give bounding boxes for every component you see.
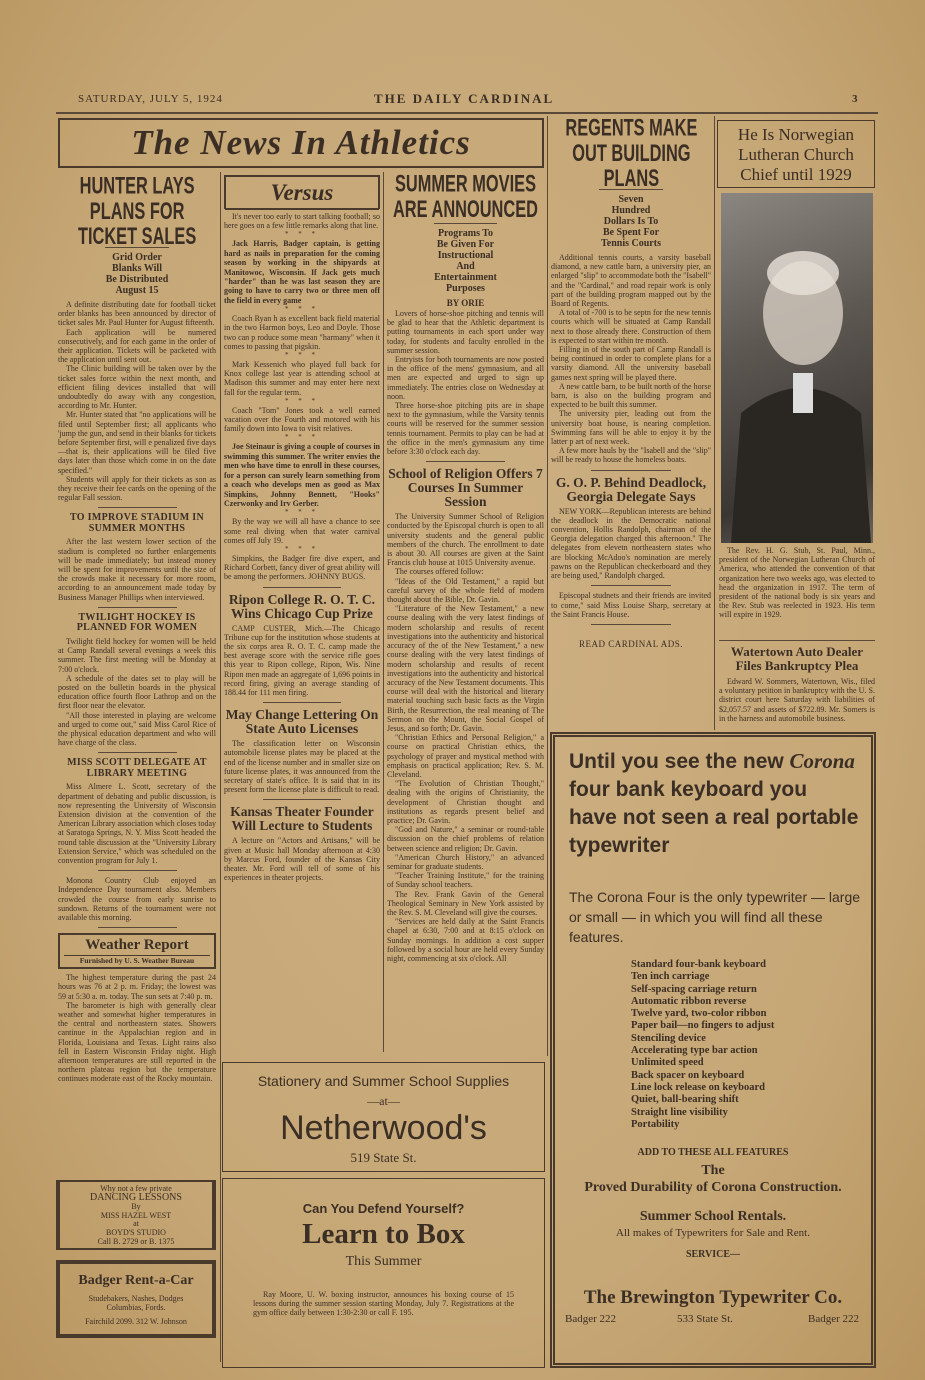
versus-title: Versus	[225, 176, 379, 210]
headline: May Change Lettering On State Auto Licenses	[225, 707, 379, 737]
paragraph: The barometer is high with generally clear weather and somewhat higher temperatures in the central and northeastern states. Showers cantinue in the Appalachian region and in Florida, Louisiana and Texas. Light rains also fell in Eastern Wisconsin Friday night. High afternoon temperatures are still reported in the northern plateau region but the temperature continues moderate east of the Rocky mountain.	[58, 1000, 216, 1084]
headline: TWILIGHT HOCKEY IS PLANNED FOR WOMEN	[76, 611, 198, 634]
section-banner	[58, 118, 544, 168]
paragraph: "Ideas of the Old Testament," a rapid but careful survey of the whole field of modern thought about the Bible, Dr. Gavin.	[387, 576, 544, 605]
paragraph: "Services are held daily at the Saint Francis chapel at 6:30, 7:00 and at 8:15 o'clock on Sunday mornings. In addition a cost supper followed by a social hour are held every Sunday night, commencing at six o'clock. All	[387, 917, 544, 963]
dancing-l5: at	[133, 1219, 139, 1228]
corona-durability: Proved Durability of Corona Construction.	[584, 1180, 842, 1195]
issue-date: SATURDAY, JULY 5, 1924	[78, 93, 223, 105]
weather-report-box	[58, 933, 216, 969]
paragraph: A schedule of the dates set to play will be posted on the bulletin boards in the physical education office fourth floor Lathrop and on the first floor near the elevator.	[58, 673, 216, 711]
paragraph: "American Church History," an advanced seminar for graduate students.	[387, 852, 544, 871]
separator: * * *	[285, 305, 319, 314]
feature-item: Back spacer on keyboard	[631, 1069, 745, 1081]
paragraph: Each application will be numered consecutively, and for each game in the order of their application. Tickets will be packeted with the application until sent out.	[58, 327, 216, 365]
paragraph: The highest temperature during the past 24 hours was 76 at 2 p. m. Friday; the lowest was 59 at 5:30 a. m. today. The sun sets at 7:40 p. m.	[58, 973, 216, 1001]
rentacar-l1: Studebakers, Nashes, Dodges	[88, 1294, 184, 1303]
paragraph: Filling in of the south part of Camp Randall is being continued in order to complete plans for a varsity diamond. All the university baseball games next spring will be played there.	[551, 345, 711, 382]
photo-headline: He Is Norwegian Lutheran Church Chief until 1929	[737, 125, 855, 184]
paragraph: "Christian Ethics and Personal Religion," a course on practical Christian ethics, the psychology of prayer and mystical method with emphasis on practical application; Rev. S. M. Cleveland.	[387, 733, 544, 779]
rule	[591, 624, 671, 625]
dancing-l2: DANCING LESSONS	[90, 1192, 182, 1203]
photo-headline-box	[717, 120, 875, 188]
paragraph: Monona Country Club enjoyed an Independence Day tournament also. Members crowded the course from early sunrise to sundown. Returns of the tournament were not available this morning.	[58, 876, 216, 922]
paragraph: A new cattle barn, to be built north of the horse barn, is also on the building program and expected to be built this summer.	[551, 381, 711, 410]
headline: G. O. P. Behind Deadlock, Georgia Delegate Says	[555, 474, 707, 504]
watertown-headline: Watertown Auto Dealer Files Bankruptcy Plea	[730, 644, 864, 673]
paragraph: By the way we will all have a chance to see some real diving when that water carnival comes off July 19.	[224, 517, 380, 545]
rule	[426, 461, 505, 462]
versus-header	[224, 175, 380, 209]
corona-brand: Corona	[789, 749, 855, 773]
boxing-sub: This Summer	[345, 1254, 422, 1269]
column-divider	[383, 172, 384, 1052]
rule	[263, 587, 341, 588]
feature-item: Automatic ribbon reverse	[631, 995, 747, 1007]
service-label: SERVICE—	[685, 1249, 741, 1260]
netherwood-address: 519 State St.	[350, 1150, 417, 1165]
separator: * * *	[285, 351, 319, 360]
netherwood-name: Netherwood's	[280, 1109, 487, 1147]
newspaper-title: THE DAILY CARDINAL	[374, 91, 555, 106]
paragraph: Twilight field hockey for women will be held at Camp Randall several evenings a week this summer. The first meeting will be Monday at 7:00 o'clock.	[58, 636, 216, 674]
corona-headline	[569, 747, 859, 860]
headline: SUMMER MOVIES ARE ANNOUNCED	[392, 170, 539, 223]
dancing-l7: Call B. 2729 or B. 1375	[97, 1237, 175, 1246]
feature-item: Line lock release on keyboard	[631, 1081, 765, 1093]
column-4	[551, 114, 711, 702]
paragraph: Mark Kessenich who played full back for Knox college last year is attending school at Madison this summer and may enter here next fall for the regular term.	[224, 360, 380, 397]
dancing-l1: Why not a few private	[100, 1184, 172, 1193]
headline: TO IMPROVE STADIUM IN SUMMER MONTHS	[70, 512, 204, 534]
corona-the: The	[701, 1163, 725, 1178]
subheadline: Programs To Be Given For Instructional And Entertainment Purposes	[434, 223, 497, 294]
headline: HUNTER LAYS PLANS FOR TICKET SALES	[77, 172, 197, 250]
dancing-ad	[56, 1180, 216, 1250]
paragraph: CAMP CUSTER, Mich.—The Chicago Tribune cup for the institution whose students at the six corps area R. O. T. C. camp made the best average score with the service rifle goes this year to Ripon college, Ripon, Wis. Nine Ripon men made an aggregate of 1,696 points in record firing, giving an average standing of 188.44 for 111 men firing.	[224, 623, 380, 697]
paragraph: The University Summer School of Religion conducted by the Episcopal church is open to all university students and the general public members of the church. The enrollment to date is about 30. All courses are given at the Saint Francis club house at 1015 University avenue.	[387, 512, 544, 568]
paragraph: Coach "Tom" Jones took a well earned vacation over the Fourth and motored with his family down into Iowa to visit relatives.	[224, 405, 380, 434]
column-1	[58, 172, 216, 1174]
paragraph: It's never too early to start talking football; so here goes on a few little remarks along that line.	[224, 212, 380, 231]
rule	[98, 752, 177, 753]
paragraph: Lovers of horse-shoe pitching and tennis will be glad to hear that the Athletic department is putting tournaments in each sport under way today, for students and faculty enrolled in the summer session.	[387, 309, 544, 355]
paragraph: The Clinic building will be taken over by the ticket sales force within the next month, and efficient filing devices installed that will undoubtedly do away with any congestion, according to Mr. Hunter.	[58, 364, 216, 411]
paragraph: A total of -700 is to be septn for the new tennis courts which will be situated at Camp Randall next to those already there. Construction of them is expected to start within tre month.	[551, 308, 711, 345]
corona-ad	[550, 732, 876, 1368]
boxing-text: Ray Moore, U. W. boxing instructor, announces his boxing course of 15 lessons during the summer session starting Monday, July 7. Registrations at the gym office daily between 1:30-2:30 or call F. 195.	[253, 1290, 514, 1318]
paragraph: "Teacher Training Institute," for the training of Sunday school teachers.	[387, 871, 544, 890]
rule	[591, 470, 671, 471]
summer-rentals: Summer School Rentals.	[639, 1209, 787, 1224]
feature-item: Portability	[631, 1118, 680, 1130]
read-ads-notice: READ CARDINAL ADS.	[579, 638, 683, 649]
rule	[719, 640, 875, 641]
feature-item: Quiet, ball-bearing shift	[631, 1094, 739, 1106]
company-address: 533 State St.	[677, 1313, 733, 1325]
paragraph-bold: Jack Harris, Badger captain, is getting hard as nails in preparation for the coming season by working in the shipyards at Manitowoc, Wisconsin. If Jack gets much "harder" than he was last season they are going to have to carry two or three men off the field in every game	[224, 239, 380, 305]
watertown-article: Edward W. Sommers, Watertown, Wis., filed a voluntary petition in bankruptcy with the U. S. district court here Saturday with liabilities of $2,057.57 and assets of $722.89. Mr. Somers is in the harness and automobile business.	[719, 677, 875, 723]
masthead-rule	[56, 112, 878, 114]
dancing-l4: MISS HAZEL WEST	[100, 1211, 172, 1220]
dancing-l3: By	[131, 1202, 141, 1211]
corona-headline-part: Until you see the new	[569, 750, 790, 773]
separator: * * *	[285, 508, 319, 517]
rentacar-ad	[56, 1260, 216, 1338]
feature-item: Twelve yard, two-color ribbon	[631, 1008, 767, 1020]
paragraph: "God and Nature," a seminar or round-table discussion on the chief problems of relation between science and religion; Dr. Gavin.	[387, 825, 544, 853]
byline: BY ORIE	[446, 298, 485, 308]
netherwood-line: Stationery and Summer School Supplies	[257, 1073, 510, 1089]
separator: * * *	[285, 230, 319, 239]
headline: REGENTS MAKE OUT BUILDING PLANS	[565, 114, 697, 192]
headline: School of Religion Offers 7 Courses In Summer Session	[388, 466, 543, 510]
separator: * * *	[285, 396, 319, 405]
boxing-title: Learn to Box	[302, 1218, 465, 1250]
feature-item: Ten inch carriage	[631, 971, 710, 983]
page-number: 3	[852, 93, 859, 105]
paragraph: The university pier, leading out from the university boat house, is nearing completion. Swimming fans will be able to enjoy it by the latter p art of next week.	[551, 409, 711, 447]
paragraph: A lecture on "Actors and Artisans," will be given at Music hall Monday afternoon at 4:30 by Marcus Ford, founder of the Kansas City theater. Mr. Ford will tell of some of his experiences in theater projects.	[224, 836, 380, 883]
paragraph: A definite distributing date for football ticket order blanks has been announced by director of ticket sales Mr. Paul Hunter for August fifteenth.	[58, 300, 216, 328]
column-2	[224, 212, 380, 1057]
company-name: The Brewington Typewriter Co.	[583, 1287, 843, 1308]
paragraph: Three horse-shoe pitching pits are in shape next to the gymnasium, while the Varsity tennis courts will be reserved for the summer session tennis tournament. Permits to play can be had at the office in the men's gymnasium any time before 3:30 o'clock each day.	[387, 401, 544, 457]
paragraph: "All those interested in playing are welcome and urged to come out," said Miss Carol Rice of the physical education department and who will have charge of the class.	[58, 710, 216, 748]
paragraph: Coach Ryan h as excellent back field material in the two Harmon boys, Leo and Doyle. Those two can p roduce some mean "harmany" when it comes to passing that pigskin.	[224, 314, 380, 351]
rentacar-l2: Columbias, Fords.	[106, 1303, 166, 1312]
dancing-l6: BOYD'S STUDIO	[106, 1228, 166, 1237]
sale-rent: All makes of Typewriters for Sale and Rent.	[616, 1227, 810, 1239]
netherwood-at: —at—	[367, 1094, 400, 1108]
rentacar-title: Badger Rent-a-Car	[78, 1273, 194, 1288]
column-divider	[714, 116, 715, 730]
netherwood-ad	[222, 1062, 545, 1172]
headline: Ripon College R. O. T. C. Wins Chicago Cup Prize	[228, 591, 376, 621]
subheadline: Grid Order Blanks Will Be Distributed August 15	[105, 247, 168, 296]
separator: * * *	[285, 544, 319, 553]
weather-source: Furnished by U. S. Weather Bureau	[64, 955, 210, 965]
feature-item: Self-spacing carriage return	[631, 983, 757, 995]
column-divider	[547, 116, 548, 1056]
rule	[98, 507, 177, 508]
paragraph: Additional tennis courts, a varsity baseball diamond, a new cattle barn, a university pier, an enlarged "slip" to accommodate both the "Isabell" and the "Cardinal," and road repair work is only part of the building program mapped out by the Board of Regents.	[551, 253, 711, 309]
column-divider	[220, 172, 221, 1362]
subheadline: Seven Hundred Dollars Is To Be Spent For Tennis Courts	[599, 189, 663, 249]
feature-list	[631, 959, 861, 1131]
banner-title: The News In Athletics	[131, 123, 471, 162]
portrait-photo	[721, 193, 873, 543]
paragraph: "The Evolution of Christian Thought," dealing with the origins of Christianity, the development of Christian thought and institutions as regards present belief and practice; Dr. Gavin.	[387, 779, 544, 825]
paragraph: After the last western lower section of the stadium is completed no further enlargements will be made immediately; but instead money will be spent for improvements until the size of the crowds make it necessary for more room, according to an announcement made today by Business Manager Phillips when interviewed.	[58, 537, 216, 602]
paragraph: The Rev. Frank Gavin of the General Theological Seminary in New York assisted by the Rev. S. M. Cleveland will give the courses.	[387, 889, 544, 917]
paragraph: Episcopal studnets and their friends are invited to come," said Miss Louise Sharp, secretary at the Saint Francis House.	[551, 591, 711, 619]
paragraph: Simpkins, the Badger fire dive expert, and Richard Corbett, fancy diver of great ability will be among the performers. JOHNNY BUGS.	[224, 553, 380, 582]
photo-caption: The Rev. H. G. Stub, St. Paul, Minn., president of the Norwegian Lutheran Church of America, who attended the convention of that organization here two weeks ago, was elected to head the organization in 1917. The term of president of the national body is six years and the Rev. Stub was reelected in 1923. His term will expire in 1929.	[719, 546, 875, 620]
rule	[263, 702, 341, 703]
feature-item: Stenciling device	[631, 1032, 706, 1044]
rule	[98, 607, 177, 608]
boxing-ad	[222, 1178, 545, 1368]
corona-headline-part: four bank keyboard you have not seen a real portable typewriter	[569, 778, 859, 857]
portrait-image	[721, 193, 873, 543]
paragraph: The classification letter on Wisconsin automobile license plates may be placed at the end of the license number and in smaller size on future license plates, it was announced from the secretary of state's office. It is said that in its present form the license plate is difficult to read.	[224, 739, 380, 795]
paragraph: The courses offered follow:	[395, 567, 484, 577]
rule	[263, 799, 341, 800]
feature-item: Straight line visibility	[631, 1106, 728, 1118]
paragraph: Miss Almere L. Scott, secretary of the department of debating and public discussion, is now representing the University of Wisconsin Extension division at the convention of the American Library association which closes today at Saratoga Springs, N. Y. Miss Scott headed the round table discussion at the "University Library Extension Service," which was scheduled on the convention program for July 1.	[58, 782, 216, 865]
paragraph-bold: Joe Steinaur is giving a couple of courses in swimming this summer. The writer envies the men who have time to enroll in these courses, for a person can surely learn something from a coach who develops men as good as Max Simpkins, Johnny Bennett, "Hooks" Czerwonky and Irv Gerber.	[224, 442, 380, 508]
separator: * * *	[285, 433, 319, 442]
feature-item: Paper bail—no fingers to adjust	[631, 1020, 775, 1032]
phone-right: Badger 222	[807, 1313, 859, 1325]
rentacar-l3: Fairchild 2099. 312 W. Johnson	[85, 1317, 187, 1326]
headline: MISS SCOTT DELEGATE AT LIBRARY MEETING	[67, 757, 207, 779]
rule	[98, 927, 177, 928]
rule	[591, 585, 671, 586]
paragraph: "Literature of the New Testament," a new course dealing with the very latest findings of modern scholarship and results of recent investigations into the authenticity and historical accuracy of the of the New Testament," a new course dealing with the very latest findings of modern scholarship and results of recent investigations into the authenticity and historical accuracy of the New Testament documents. This course will deal with the historical and literary material touching such basic facts as the Virgin Birth, the Resurrection, the real meaning of The Sermon on the Mount, the Social Gospel of Jesus, and so forth; Dr. Gavin.	[387, 604, 544, 733]
add-features: ADD TO THESE ALL FEATURES	[637, 1147, 789, 1158]
phone-left: Badger 222	[565, 1313, 617, 1325]
column-3	[387, 170, 544, 1057]
boxing-question: Can You Defend Yourself?	[302, 1201, 465, 1216]
headline: Kansas Theater Founder Will Lecture to Students	[230, 804, 374, 834]
paragraph: Students will apply for their tickets as son as they receive their fee cards on the opening of the regular Fall session.	[58, 474, 216, 503]
feature-item: Unlimited speed	[631, 1057, 704, 1069]
rule	[98, 870, 177, 871]
paragraph: A few more hauls by the "Isabell and the "slip" will be ready to house the homeless boats.	[551, 446, 711, 465]
weather-title: Weather Report	[85, 937, 189, 954]
paragraph: Mr. Hunter stated that "no applications will be filed until September first; all applicants who 'jump the gun, and send in their blanks for tickets before September first, will e penalized five days—that is, their applications will be filed five days later than those which come in on the date specified."	[58, 410, 216, 475]
paragraph: Entryists for both tournaments are now posted in the office of the mens' gymnasium, and all men are expected and urged to sign up immediately. The entries close on Wednesday at noon.	[387, 355, 544, 401]
feature-item: Standard four-bank keyboard	[631, 959, 766, 970]
corona-intro: The Corona Four is the only typewriter — large or small — in which you will find all these features.	[569, 889, 861, 945]
feature-item: Accelerating type bar action	[631, 1045, 758, 1057]
paragraph: NEW YORK—Republican interests are behind the deadlock in the Democratic national convention, Hollis Randolph, chairman of the Georgia delegation charged this afternoon." The delegates from elevetn northeastern states who are blocking McAdoo's nomination are merely pawns on the Republican checkerboard and they are being used," Randolph charged.	[551, 506, 711, 581]
